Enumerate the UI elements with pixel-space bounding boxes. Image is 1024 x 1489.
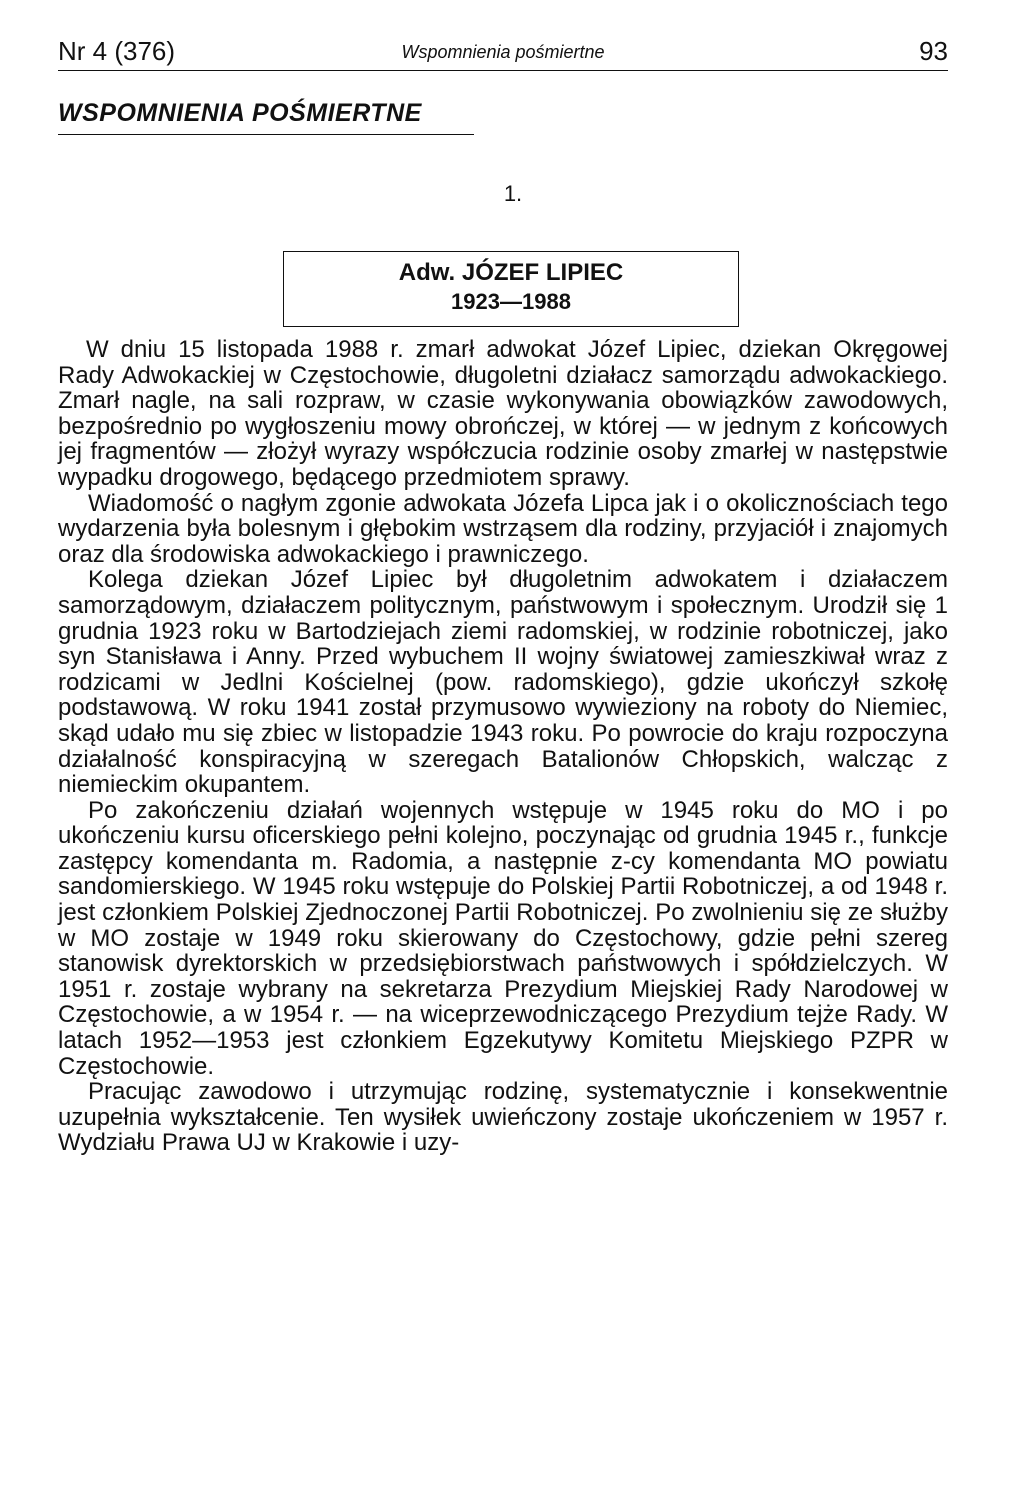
obituary-name-box <box>283 251 739 327</box>
life-years: 1923—1988 <box>451 289 571 314</box>
section-title: WSPOMNIENIA POŚMIERTNE <box>58 99 474 135</box>
entry-number: 1. <box>503 181 523 206</box>
running-section-title: Wspomnienia pośmiertne <box>401 42 605 62</box>
document-page <box>58 30 948 1156</box>
paragraph: Pracując zawodowo i utrzymując rodzinę, systematycznie i konsekwentnie uzupełnia wykształcenie. Ten wysiłek uwieńczony zostaje ukończeniem w 1957 r. Wydziału Prawa UJ w Krakowie i uzy- <box>58 1078 948 1157</box>
paragraph: Kolega dziekan Józef Lipiec był długoletnim adwokatem i działaczem samorządowym, działaczem politycznym, państwowym i społecznym. Urodził się 1 grudnia 1923 roku w Bartodziejach ziemi radomskiej, w rodzinie robotniczej, jako syn Stanisława i Anny. Przed wybuchem II wojny światowej zamieszkiwał wraz z rodzicami w Jedlni Kościelnej (pow. radomskiego), gdzie ukończył szkołę podstawową. W roku 1941 został przymusowo wywieziony na roboty do Niemiec, skąd udało mu się zbiec w listopadzie 1943 roku. Po powrocie do kraju rozpoczyna działalność konspiracyjną w szeregach Batalionów Chłopskich, walcząc z niemieckim okupantem. <box>58 566 948 799</box>
obituary-body <box>58 337 948 1156</box>
paragraph: Po zakończeniu działań wojennych wstępuje w 1945 roku do MO i po ukończeniu kursu oficerskiego pełni kolejno, poczynając od grudnia 1945 r., funkcje zastępcy komendanta m. Radomia, a następnie z-cy komendanta MO powiatu sandomierskiego. W 1945 roku wstępuje do Polskiej Partii Robotniczej, a od 1948 r. jest członkiem Polskiej Zjednoczonej Partii Robotniczej. Po zwolnieniu się ze służby w MO zostaje w 1949 roku skierowany do Częstochowy, gdzie pełni szereg stanowisk dyrektorskich w przedsiębiorstwach państwowych i spółdzielczych. W 1951 r. zostaje wybrany na sekretarza Prezydium Miejskiej Rady Narodowej w Częstochowie, a w 1954 r. — na wiceprzewodniczącego Prezydium tejże Rady. W latach 1952—1953 jest członkiem Egzekutywy Komitetu Miejskiego PZPR w Częstochowie. <box>58 796 948 1080</box>
paragraph: Wiadomość o nagłym zgonie adwokata Józefa Lipca jak i o okolicznościach tego wydarzenia była bolesnym i głębokim wstrząsem dla rodziny, przyjaciół i znajomych oraz dla środowiska adwokackiego i prawniczego. <box>58 489 948 568</box>
issue-number: Nr 4 (376) <box>58 36 176 66</box>
paragraph: W dniu 15 listopada 1988 r. zmarł adwokat Józef Lipiec, dziekan Okręgowej Rady Adwokackiej w Częstochowie, długoletni działacz samorządu adwokackiego. Zmarł nagle, na sali rozpraw, w czasie wykonywania obowiązków zawodowych, bezpośrednio po wygłoszeniu mowy obrończej, w której — w jednym z końcowych jej fragmentów — złożył wyrazy współczucia rodzinie osoby zmarłej w następstwie wypadku drogowego, będącego przedmiotem sprawy. <box>58 336 948 491</box>
deceased-name: Adw. JÓZEF LIPIEC <box>398 259 624 286</box>
page-number: 93 <box>919 36 948 66</box>
running-header <box>58 30 948 71</box>
